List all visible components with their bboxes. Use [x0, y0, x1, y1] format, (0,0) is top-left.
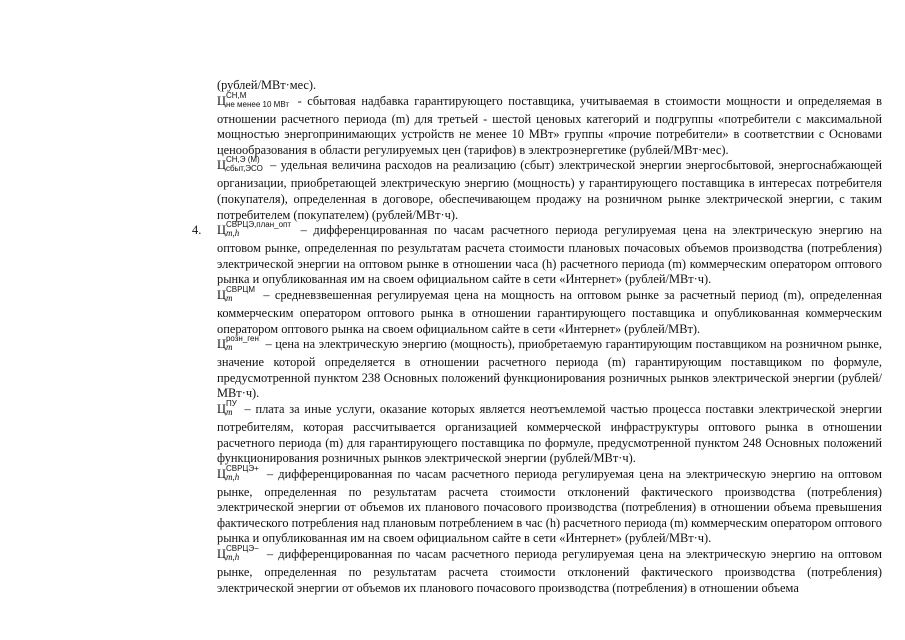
paragraph-pu-definition [217, 398, 882, 467]
formula-symbol [217, 544, 259, 565]
symbol-subscript: не менее 10 МВт [225, 99, 290, 109]
symbol-superscript: СВРЦЭ− [225, 544, 259, 554]
list-item-number: 4. [192, 223, 202, 238]
paragraph-text: – цена на электрическую энергию (мощность), приобретаемую гарантирующим поставщиком на розничном рынке, значение которой определяется в отношении расчетного периода (m) гарантирующим поставщиком по формуле, предусмотренной пунктом 238 Основных положений функционирования розничных рынков электрической энергии (рублей/МВт·ч). [217, 337, 882, 401]
symbol-subscript: m,h [225, 552, 240, 563]
list-item-4 [192, 220, 882, 288]
document-body [192, 78, 882, 596]
paragraph-svrce-minus-definition [217, 544, 882, 596]
paragraph-text: - сбытовая надбавка гарантирующего поставщика, учитываемая в стоимости мощности и определяемая в отношении расчетного периода (m) для третьей - шестой ценовых категорий и подгруппы «потребители с максимальной мощностью энергопринимающих устройств не менее 10 МВт» группы «прочие потребители» в соответствии с Основами ценообразования в области регулируемых цен (тарифов) в электроэнергетике (рублей/МВт·мес). [217, 93, 882, 157]
paragraph-text: – плата за иные услуги, оказание которых является неотъемлемой частью процесса поставки электрической энергии потребителям, которая рассчитывается организацией коммерческой инфраструктуры оптового рынка в отношении расчетного периода (m) для гарантирующего поставщика по формуле, предусмотренной пунктом 248 Основных положений функционирования розничных рынков электрической энергии (рублей/МВт·ч). [217, 401, 882, 466]
symbol-base: Ц [217, 158, 226, 173]
symbol-superscript: СН,М [225, 90, 247, 100]
symbol-superscript: СВРЦЭ+ [225, 463, 259, 473]
symbol-subscript: m [225, 292, 233, 303]
symbol-superscript: ПУ [225, 398, 237, 408]
formula-symbol [217, 220, 292, 241]
paragraph-rozn-gen-definition [217, 334, 882, 402]
symbol-base: Ц [217, 401, 226, 416]
symbol-subscript: m [225, 342, 233, 353]
symbol-subscript: m [225, 406, 233, 417]
paragraph-units-continued [217, 78, 882, 94]
paragraph-text: – удельная величина расходов на реализацию (сбыт) электрической энергии энергосбытовой, энергоснабжающей организации, приобретающей электрическую энергию (мощность) у гарантирующего поставщика в интересах потребителя (покупателя), определенная в договоре, обеспечивающем продажу на розничном рынке электрической энергии, с таким потребителем (покупателем) (рублей/МВт·ч). [217, 158, 882, 222]
paragraph-text: – дифференцированная по часам расчетного периода регулируемая цена на электрическую энергию на оптовом рынке, определенная по результатам расчета стоимости отклонений фактического производства (потребления) электрической энергии от объемов их планового почасового производства (потребления) в отношении объема превышения фактического потребления над плановым потреблением в час (h) расчетного периода (m) коммерческим оператором оптового рынка и опубликованная им на своем официальном сайте в сети «Интернет» (рублей/МВт·ч). [217, 466, 882, 546]
paragraph-svrce-plan-definition [217, 220, 882, 288]
paragraph-text: – средневзвешенная регулируемая цена на мощность на оптовом рынке за расчетный период (m), определенная коммерческим оператором оптового рынка в отношении гарантирующего поставщика и опубликованная коммерческим оператором оптового рынка на своем официальном сайте в сети «Интернет» (рублей/МВт). [217, 287, 882, 336]
symbol-subscript: сбыт,ЭСО [225, 164, 263, 174]
formula-symbol [217, 334, 259, 355]
symbol-subscript: m,h [225, 471, 240, 482]
symbol-superscript: СН,Э (М) [225, 155, 260, 165]
formula-symbol [217, 463, 259, 485]
symbol-base: Ц [217, 93, 226, 108]
symbol-subscript: m,h [225, 228, 240, 239]
formula-symbol [217, 155, 263, 176]
symbol-base: Ц [217, 547, 226, 562]
symbol-superscript: СВРЦМ [225, 284, 255, 294]
symbol-base: Ц [217, 466, 226, 481]
paragraph-svrcm-definition [217, 284, 882, 337]
paragraph-text: – дифференцированная по часам расчетного периода регулируемая цена на электрическую энергию на оптовом рынке, определенная по результатам расчета стоимости плановых почасовых объемов производства (потребления) электрической энергии на оптовом рынке в отношении часа (h) расчетного периода (m) коммерческим оператором оптового рынка и опубликованная им на своем официальном сайте в сети «Интернет» (рублей/МВт·ч). [217, 223, 882, 287]
paragraph-sn-m-definition [217, 90, 882, 159]
formula-symbol [217, 398, 237, 420]
paragraph-text: – дифференцированная по часам расчетного периода регулируемая цена на электрическую энергию на оптовом рынке, определенная по результатам расчета стоимости отклонений фактического производства (потребления) электрической энергии от объемов их планового почасового производства (потребления) в отношении объема [217, 547, 882, 595]
symbol-base: Ц [217, 337, 226, 352]
paragraph-sn-e-definition [217, 155, 882, 223]
symbol-superscript: СВРЦЭ,план_опт [225, 220, 292, 230]
paragraph-svrce-plus-definition [217, 463, 882, 547]
formula-symbol [217, 284, 255, 306]
symbol-base: Ц [217, 287, 226, 302]
symbol-base: Ц [217, 223, 226, 238]
symbol-superscript: розн_ген [225, 334, 259, 344]
formula-symbol [217, 90, 290, 112]
paragraph-text: (рублей/МВт·мес). [217, 78, 317, 92]
